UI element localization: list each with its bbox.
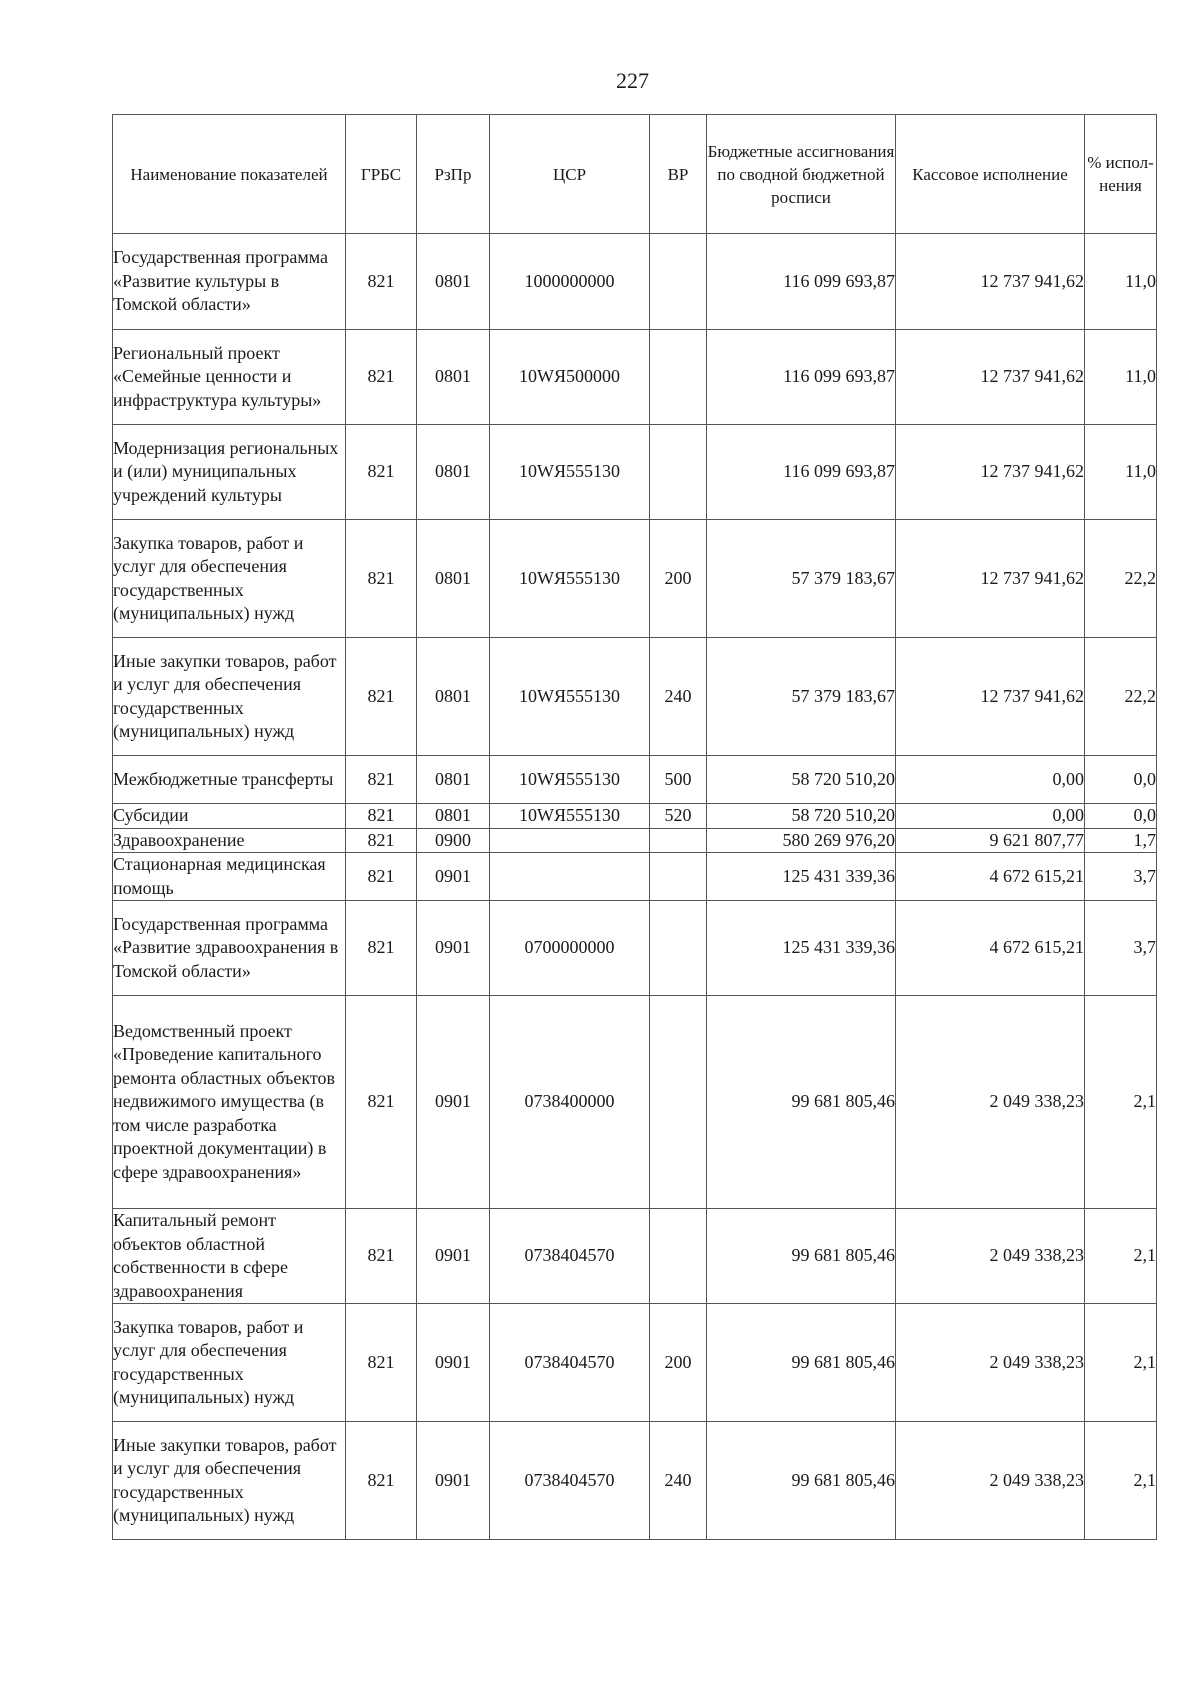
cell-vr (650, 901, 707, 996)
cell-cash: 2 049 338,23 (896, 1422, 1085, 1540)
header-name: Наименование показателей (113, 115, 346, 234)
cell-budget: 125 431 339,36 (707, 853, 896, 901)
cell-budget: 125 431 339,36 (707, 901, 896, 996)
cell-csr: 0700000000 (490, 901, 650, 996)
cell-rzpr: 0901 (417, 853, 490, 901)
cell-grbs: 821 (346, 1209, 417, 1304)
cell-cash: 0,00 (896, 804, 1085, 829)
cell-name: Субсидии (113, 804, 346, 829)
cell-rzpr: 0801 (417, 804, 490, 829)
cell-rzpr: 0901 (417, 1209, 490, 1304)
cell-csr: 0738404570 (490, 1422, 650, 1540)
cell-budget: 57 379 183,67 (707, 638, 896, 756)
table-row (113, 828, 1157, 853)
cell-budget: 99 681 805,46 (707, 1209, 896, 1304)
header-pct: % испол-нения (1085, 115, 1157, 234)
cell-vr: 200 (650, 1304, 707, 1422)
table-row (113, 901, 1157, 996)
table-row (113, 638, 1157, 756)
cell-name: Закупка товаров, работ и услуг для обеспечения государственных (муниципальных) нужд (113, 520, 346, 638)
cell-pct: 11,0 (1085, 330, 1157, 425)
cell-pct: 0,0 (1085, 804, 1157, 829)
table-row (113, 1209, 1157, 1304)
cell-rzpr: 0801 (417, 330, 490, 425)
cell-grbs: 821 (346, 804, 417, 829)
cell-rzpr: 0901 (417, 1422, 490, 1540)
cell-name: Стационарная медицинская помощь (113, 853, 346, 901)
cell-cash: 2 049 338,23 (896, 996, 1085, 1209)
cell-name: Ведомственный проект «Проведение капитального ремонта областных объектов недвижимого имущества (в том числе разработка проектной документации) в сфере здравоохранения» (113, 996, 346, 1209)
table-row (113, 996, 1157, 1209)
cell-rzpr: 0901 (417, 901, 490, 996)
table-row (113, 520, 1157, 638)
cell-grbs: 821 (346, 901, 417, 996)
cell-rzpr: 0801 (417, 638, 490, 756)
cell-csr: 0738404570 (490, 1304, 650, 1422)
cell-name: Иные закупки товаров, работ и услуг для обеспечения государственных (муниципальных) нужд (113, 638, 346, 756)
cell-vr: 240 (650, 1422, 707, 1540)
cell-cash: 12 737 941,62 (896, 520, 1085, 638)
cell-name: Капитальный ремонт объектов областной собственности в сфере здравоохранения (113, 1209, 346, 1304)
cell-name: Государственная программа «Развитие здравоохранения в Томской области» (113, 901, 346, 996)
table-row (113, 1422, 1157, 1540)
cell-name: Здравоохранение (113, 828, 346, 853)
header-cash: Кассовое исполнение (896, 115, 1085, 234)
cell-csr: 0738404570 (490, 1209, 650, 1304)
cell-budget: 116 099 693,87 (707, 330, 896, 425)
cell-name: Закупка товаров, работ и услуг для обеспечения государственных (муниципальных) нужд (113, 1304, 346, 1422)
cell-pct: 2,1 (1085, 1422, 1157, 1540)
table-row (113, 425, 1157, 520)
cell-grbs: 821 (346, 425, 417, 520)
cell-rzpr: 0901 (417, 996, 490, 1209)
cell-csr: 0738400000 (490, 996, 650, 1209)
cell-cash: 2 049 338,23 (896, 1209, 1085, 1304)
cell-grbs: 821 (346, 828, 417, 853)
cell-pct: 2,1 (1085, 1304, 1157, 1422)
cell-pct: 2,1 (1085, 1209, 1157, 1304)
cell-budget: 99 681 805,46 (707, 1304, 896, 1422)
cell-pct: 0,0 (1085, 756, 1157, 804)
cell-vr (650, 1209, 707, 1304)
budget-table (112, 114, 1157, 1540)
cell-rzpr: 0801 (417, 520, 490, 638)
cell-cash: 12 737 941,62 (896, 330, 1085, 425)
cell-rzpr: 0801 (417, 756, 490, 804)
cell-csr (490, 828, 650, 853)
table-header (113, 115, 1157, 234)
cell-pct: 11,0 (1085, 234, 1157, 330)
cell-rzpr: 0901 (417, 1304, 490, 1422)
cell-rzpr: 0801 (417, 234, 490, 330)
cell-budget: 116 099 693,87 (707, 234, 896, 330)
cell-cash: 0,00 (896, 756, 1085, 804)
cell-rzpr: 0900 (417, 828, 490, 853)
cell-budget: 99 681 805,46 (707, 996, 896, 1209)
cell-grbs: 821 (346, 1422, 417, 1540)
cell-cash: 12 737 941,62 (896, 638, 1085, 756)
cell-budget: 580 269 976,20 (707, 828, 896, 853)
cell-name: Государственная программа «Развитие культуры в Томской области» (113, 234, 346, 330)
cell-budget: 58 720 510,20 (707, 804, 896, 829)
cell-csr: 10WЯ555130 (490, 425, 650, 520)
cell-budget: 116 099 693,87 (707, 425, 896, 520)
cell-vr (650, 996, 707, 1209)
table-row (113, 853, 1157, 901)
cell-vr: 200 (650, 520, 707, 638)
cell-budget: 99 681 805,46 (707, 1422, 896, 1540)
cell-vr (650, 330, 707, 425)
table-row (113, 234, 1157, 330)
cell-csr: 10WЯ500000 (490, 330, 650, 425)
cell-csr: 10WЯ555130 (490, 638, 650, 756)
cell-grbs: 821 (346, 853, 417, 901)
cell-vr (650, 234, 707, 330)
cell-grbs: 821 (346, 520, 417, 638)
cell-vr: 500 (650, 756, 707, 804)
cell-vr (650, 853, 707, 901)
cell-grbs: 821 (346, 234, 417, 330)
header-rzpr: РзПр (417, 115, 490, 234)
cell-rzpr: 0801 (417, 425, 490, 520)
table-row (113, 804, 1157, 829)
cell-csr: 10WЯ555130 (490, 804, 650, 829)
cell-grbs: 821 (346, 330, 417, 425)
cell-name: Иные закупки товаров, работ и услуг для обеспечения государственных (муниципальных) нужд (113, 1422, 346, 1540)
cell-grbs: 821 (346, 1304, 417, 1422)
cell-cash: 12 737 941,62 (896, 234, 1085, 330)
cell-grbs: 821 (346, 996, 417, 1209)
header-vr: ВР (650, 115, 707, 234)
cell-pct: 3,7 (1085, 853, 1157, 901)
cell-csr: 1000000000 (490, 234, 650, 330)
cell-budget: 58 720 510,20 (707, 756, 896, 804)
cell-csr: 10WЯ555130 (490, 756, 650, 804)
cell-cash: 12 737 941,62 (896, 425, 1085, 520)
header-csr: ЦСР (490, 115, 650, 234)
cell-vr (650, 425, 707, 520)
cell-name: Модернизация региональных и (или) муниципальных учреждений культуры (113, 425, 346, 520)
cell-csr (490, 853, 650, 901)
cell-cash: 4 672 615,21 (896, 901, 1085, 996)
cell-pct: 3,7 (1085, 901, 1157, 996)
header-budget: Бюджетные ассигнования по сводной бюджетной росписи (707, 115, 896, 234)
cell-pct: 22,2 (1085, 520, 1157, 638)
cell-name: Региональный проект «Семейные ценности и инфраструктура культуры» (113, 330, 346, 425)
header-grbs: ГРБС (346, 115, 417, 234)
cell-name: Межбюджетные трансферты (113, 756, 346, 804)
cell-cash: 2 049 338,23 (896, 1304, 1085, 1422)
cell-cash: 9 621 807,77 (896, 828, 1085, 853)
table-row (113, 330, 1157, 425)
table-row (113, 756, 1157, 804)
cell-vr: 240 (650, 638, 707, 756)
cell-pct: 11,0 (1085, 425, 1157, 520)
cell-pct: 22,2 (1085, 638, 1157, 756)
cell-pct: 2,1 (1085, 996, 1157, 1209)
table-row (113, 1304, 1157, 1422)
cell-pct: 1,7 (1085, 828, 1157, 853)
cell-vr: 520 (650, 804, 707, 829)
cell-csr: 10WЯ555130 (490, 520, 650, 638)
cell-grbs: 821 (346, 756, 417, 804)
cell-grbs: 821 (346, 638, 417, 756)
table-body (113, 234, 1157, 1540)
cell-vr (650, 828, 707, 853)
cell-cash: 4 672 615,21 (896, 853, 1085, 901)
page-number: 227 (616, 68, 649, 93)
cell-budget: 57 379 183,67 (707, 520, 896, 638)
